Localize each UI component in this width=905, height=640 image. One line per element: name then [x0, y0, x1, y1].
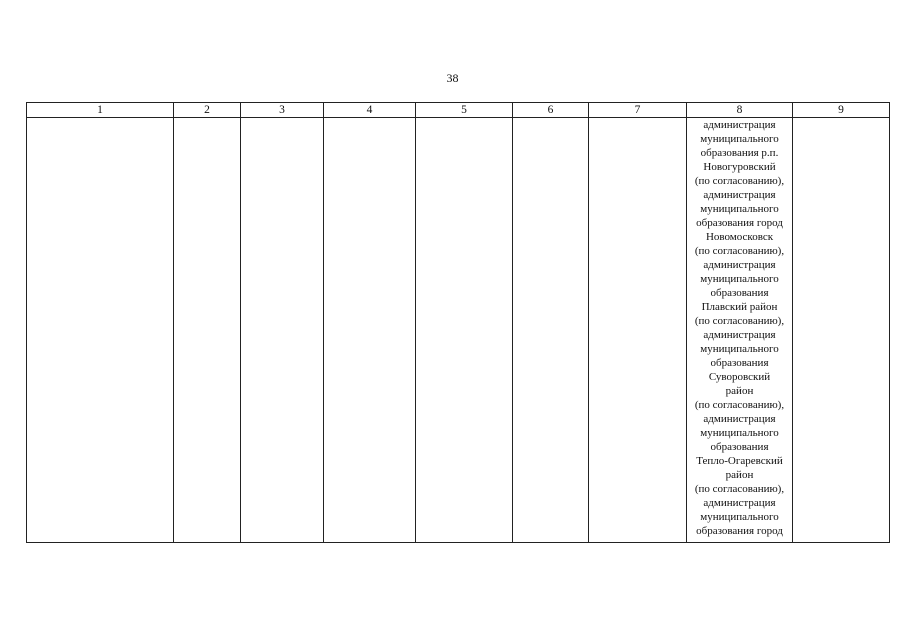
cell-text-line: Плавский район — [701, 301, 778, 313]
cell-text-line: район — [725, 469, 754, 481]
responsible-organizations-text — [687, 118, 792, 542]
column-header-7: 7 — [589, 103, 687, 118]
cell-text-line: образования город — [696, 217, 783, 229]
cell-text-line: (по согласованию), — [694, 315, 785, 327]
cell-text-line: образования — [710, 287, 769, 299]
cell-text-line: образования город — [696, 525, 783, 537]
cell-text-line: администрация — [703, 119, 776, 131]
cell-text-line: (по согласованию), — [694, 245, 785, 257]
cell-text-line: администрация — [703, 413, 776, 425]
cell-text-line: администрация — [703, 259, 776, 271]
cell-text-line: образования — [710, 441, 769, 453]
column-header-2: 2 — [174, 103, 241, 118]
cell-text-line: администрация — [703, 329, 776, 341]
cell-text-line: администрация — [703, 497, 776, 509]
table-cell-col8 — [687, 118, 793, 543]
cell-text-line: администрация — [703, 189, 776, 201]
cell-text-line: муниципального — [700, 511, 779, 523]
column-header-9: 9 — [793, 103, 890, 118]
table-cell-col9 — [793, 118, 890, 543]
table-cell-col2 — [174, 118, 241, 543]
cell-text-line: образования р.п. — [700, 147, 779, 159]
table-cell-col5 — [416, 118, 513, 543]
column-header-8: 8 — [687, 103, 793, 118]
table-cell-col7 — [589, 118, 687, 543]
page-number: 38 — [446, 71, 459, 85]
column-header-4: 4 — [324, 103, 416, 118]
cell-text-line: муниципального — [700, 427, 779, 439]
cell-text-line: район — [725, 385, 754, 397]
table-cell-col1 — [27, 118, 174, 543]
cell-text-line: образования — [710, 357, 769, 369]
table-cell-col6 — [513, 118, 589, 543]
column-header-6: 6 — [513, 103, 589, 118]
cell-text-line: (по согласованию), — [694, 483, 785, 495]
table-row — [27, 118, 890, 543]
data-table — [26, 102, 890, 543]
header-row — [27, 103, 890, 118]
cell-text-line: муниципального — [700, 343, 779, 355]
cell-text-line: муниципального — [700, 203, 779, 215]
cell-text-line: (по согласованию), — [694, 175, 785, 187]
cell-text-line: Суворовский — [708, 371, 771, 383]
column-header-1: 1 — [27, 103, 174, 118]
cell-text-line: (по согласованию), — [694, 399, 785, 411]
cell-text-line: муниципального — [700, 133, 779, 145]
table-cell-col4 — [324, 118, 416, 543]
column-header-5: 5 — [416, 103, 513, 118]
cell-text-line: Новогуровский — [703, 161, 776, 173]
cell-text-line: муниципального — [700, 273, 779, 285]
cell-text-line: Новомосковск — [705, 231, 774, 243]
cell-text-line: Тепло-Огаревский — [696, 455, 783, 467]
table-cell-col3 — [241, 118, 324, 543]
column-header-3: 3 — [241, 103, 324, 118]
